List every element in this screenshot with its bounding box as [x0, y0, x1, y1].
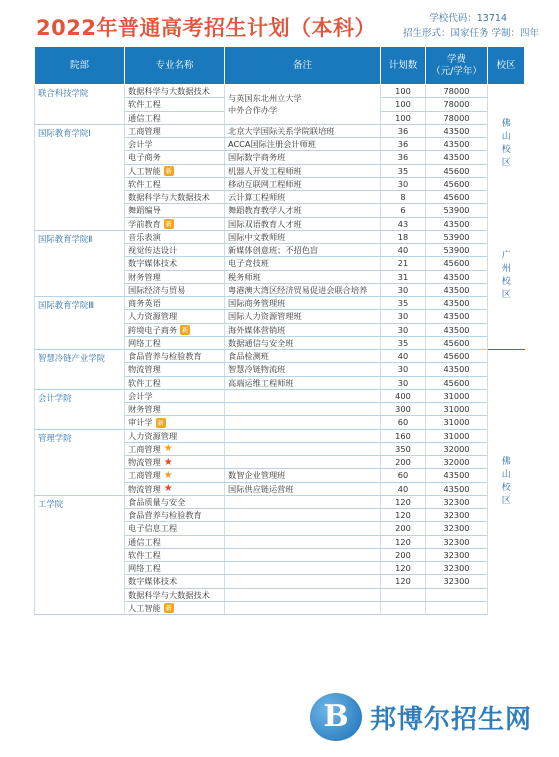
- major-name: 食品质量与安全: [128, 496, 186, 507]
- col-header-plan: 计划数: [381, 47, 426, 85]
- major-cell: [125, 124, 225, 137]
- plan-count-cell: 120: [381, 509, 426, 522]
- major-name: 审计学: [128, 417, 153, 428]
- major-name: 舞蹈编导: [128, 205, 161, 216]
- plan-count-cell: 40: [381, 244, 426, 257]
- plan-count-cell: 18: [381, 230, 426, 243]
- major-name: 物流管理: [128, 364, 161, 375]
- major-cell: [125, 429, 225, 442]
- note-cell: 智慧冷链物流班: [225, 363, 381, 376]
- major-cell: [125, 310, 225, 323]
- note-cell: 高端运维工程师班: [225, 376, 381, 389]
- tuition-cell: 32300: [426, 535, 488, 548]
- major-name: 数据科学与大数据技术: [128, 86, 210, 97]
- note-cell: [225, 548, 381, 561]
- plan-count-cell: 30: [381, 376, 426, 389]
- plan-count-cell: [381, 588, 426, 601]
- major-cell: [125, 283, 225, 296]
- note-cell: 数据通信与安全班: [225, 336, 381, 349]
- tuition-cell: 53900: [426, 244, 488, 257]
- tuition-cell: 53900: [426, 230, 488, 243]
- note-cell: 国际双语教育人才班: [225, 217, 381, 230]
- star-icon: ★: [163, 456, 173, 468]
- tuition-cell: 43500: [426, 482, 488, 495]
- watermark: [310, 693, 550, 741]
- dept-cell: 工学院: [35, 495, 125, 614]
- col-header-note: 备注: [225, 47, 381, 85]
- major-cell: [125, 469, 225, 482]
- major-cell: [125, 350, 225, 363]
- table-row: [35, 297, 525, 310]
- plan-count-cell: 160: [381, 429, 426, 442]
- plan-count-cell: 40: [381, 482, 426, 495]
- dept-cell: 管理学院: [35, 429, 125, 495]
- major-name: 数据科学与大数据技术: [128, 589, 210, 600]
- note-cell: [225, 509, 381, 522]
- major-cell: [125, 575, 225, 588]
- major-cell: [125, 85, 225, 98]
- plan-count-cell: 200: [381, 522, 426, 535]
- note-cell: 新媒体创意班；不招色盲: [225, 244, 381, 257]
- major-name: 数据科学与大数据技术: [128, 192, 210, 203]
- new-badge-icon: 新: [165, 167, 173, 176]
- tuition-cell: 43500: [426, 151, 488, 164]
- major-cell: [125, 588, 225, 601]
- note-cell: 海外媒体营销班: [225, 323, 381, 336]
- note-cell: [225, 389, 381, 402]
- dept-cell: 国际教育学院Ⅰ: [35, 124, 125, 230]
- tuition-cell: 45600: [426, 177, 488, 190]
- major-name: 财务管理: [128, 404, 161, 415]
- major-name: 人力资源管理: [128, 311, 178, 322]
- dept-cell: 国际教育学院Ⅲ: [35, 297, 125, 350]
- tuition-cell: 43500: [426, 363, 488, 376]
- tuition-cell: 43500: [426, 469, 488, 482]
- major-name: 电子信息工程: [128, 523, 178, 534]
- major-cell: [125, 244, 225, 257]
- note-cell: 国际商务管理班: [225, 297, 381, 310]
- major-name: 人力资源管理: [128, 430, 178, 441]
- major-cell: [125, 217, 225, 230]
- major-name: 工商管理: [128, 443, 161, 454]
- plan-count-cell: 350: [381, 442, 426, 455]
- major-cell: [125, 138, 225, 151]
- major-name: 会计学: [128, 139, 153, 150]
- major-cell: [125, 403, 225, 416]
- tuition-cell: 78000: [426, 85, 488, 98]
- note-cell: 舞蹈教育教学人才班: [225, 204, 381, 217]
- plan-count-cell: 36: [381, 124, 426, 137]
- page-header: [0, 0, 559, 44]
- note-cell: 粤港澳大湾区经济贸易促进会联合培养: [225, 283, 381, 296]
- table-row: [35, 429, 525, 442]
- note-cell: 数智企业管理班: [225, 469, 381, 482]
- note-cell: 国际人力资源管理班: [225, 310, 381, 323]
- plan-count-cell: [381, 601, 426, 614]
- major-name: 食品营养与检验教育: [128, 351, 202, 362]
- major-name: 音乐表演: [128, 231, 161, 242]
- major-name: 学前教育: [128, 218, 161, 229]
- major-name: 国际经济与贸易: [128, 284, 186, 295]
- watermark-text: 邦博尔招生网: [370, 705, 533, 735]
- note-cell: 电子竞技班: [225, 257, 381, 270]
- plan-count-cell: 120: [381, 575, 426, 588]
- tuition-cell: [426, 588, 488, 601]
- major-name: 网络工程: [128, 563, 161, 574]
- tuition-cell: 45600: [426, 257, 488, 270]
- major-name: 物流管理: [128, 483, 161, 494]
- plan-count-cell: 31: [381, 270, 426, 283]
- tuition-cell: 43500: [426, 217, 488, 230]
- major-cell: [125, 336, 225, 349]
- plan-count-cell: 100: [381, 98, 426, 111]
- plan-count-cell: 60: [381, 416, 426, 429]
- plan-count-cell: 40: [381, 350, 426, 363]
- plan-count-cell: 30: [381, 283, 426, 296]
- star-icon: ★: [163, 443, 173, 455]
- note-cell: [225, 588, 381, 601]
- note-cell: [225, 456, 381, 469]
- tuition-cell: 43500: [426, 124, 488, 137]
- dept-cell: 智慧冷链产业学院: [35, 350, 125, 390]
- table-row: [35, 124, 525, 137]
- school-code: 学校代码：13714: [429, 13, 507, 24]
- plan-count-cell: 120: [381, 562, 426, 575]
- campus-cell: [488, 204, 525, 350]
- plan-count-cell: 36: [381, 138, 426, 151]
- major-name: 财务管理: [128, 271, 161, 282]
- note-cell: [225, 522, 381, 535]
- note-cell: 税务师班: [225, 270, 381, 283]
- dept-cell: 会计学院: [35, 389, 125, 429]
- major-name: 视觉传达设计: [128, 245, 178, 256]
- plan-count-cell: 35: [381, 164, 426, 177]
- plan-count-cell: 300: [381, 403, 426, 416]
- star-icon: ★: [163, 483, 173, 495]
- campus-cell: [488, 85, 525, 204]
- table-row: [35, 230, 525, 243]
- plan-count-cell: 200: [381, 548, 426, 561]
- tuition-cell: 32300: [426, 495, 488, 508]
- table-row: [35, 85, 525, 98]
- tuition-cell: 32000: [426, 456, 488, 469]
- tuition-cell: 43500: [426, 323, 488, 336]
- major-cell: [125, 495, 225, 508]
- tuition-cell: 31000: [426, 403, 488, 416]
- note-cell: [225, 403, 381, 416]
- major-cell: [125, 376, 225, 389]
- major-name: 电子商务: [128, 152, 161, 163]
- major-cell: [125, 230, 225, 243]
- major-cell: [125, 389, 225, 402]
- major-name: 软件工程: [128, 549, 161, 560]
- major-cell: [125, 191, 225, 204]
- note-cell: 国际中文教师班: [225, 230, 381, 243]
- note-cell: [225, 601, 381, 614]
- plan-count-cell: 60: [381, 469, 426, 482]
- table-header-row: [35, 47, 525, 85]
- tuition-cell: 32000: [426, 442, 488, 455]
- major-name: 数字媒体技术: [128, 258, 178, 269]
- campus-label: 广 州 校 区: [501, 251, 511, 301]
- new-badge-icon: 新: [181, 326, 189, 335]
- col-header-fee: 学费 （元/学年）: [426, 47, 488, 85]
- campus-cell: [488, 350, 525, 615]
- plan-count-cell: 35: [381, 336, 426, 349]
- tuition-cell: 31000: [426, 416, 488, 429]
- major-name: 食品营养与检验教育: [128, 510, 202, 521]
- note-cell: 国际数字商务班: [225, 151, 381, 164]
- note-cell: [225, 495, 381, 508]
- tuition-cell: 31000: [426, 389, 488, 402]
- major-cell: [125, 522, 225, 535]
- table-row: [35, 389, 525, 402]
- major-cell: [125, 562, 225, 575]
- plan-count-cell: 43: [381, 217, 426, 230]
- note-cell: 机器人开发工程师班: [225, 164, 381, 177]
- major-name: 会计学: [128, 390, 153, 401]
- major-name: 网络工程: [128, 337, 161, 348]
- tuition-cell: 43500: [426, 283, 488, 296]
- major-name: 物流管理: [128, 457, 161, 468]
- plan-count-cell: 30: [381, 177, 426, 190]
- major-cell: [125, 535, 225, 548]
- major-cell: [125, 177, 225, 190]
- plan-count-cell: 120: [381, 535, 426, 548]
- tuition-cell: 78000: [426, 98, 488, 111]
- tuition-cell: 45600: [426, 350, 488, 363]
- tuition-cell: 45600: [426, 164, 488, 177]
- note-cell: 北京大学国际关系学院联培班: [225, 124, 381, 137]
- table-row: [35, 495, 525, 508]
- tuition-cell: 31000: [426, 429, 488, 442]
- tuition-cell: 43500: [426, 138, 488, 151]
- plan-count-cell: 100: [381, 85, 426, 98]
- col-header-dept: 院部: [35, 47, 125, 85]
- table-body: [35, 85, 525, 615]
- plan-count-cell: 120: [381, 495, 426, 508]
- major-name: 软件工程: [128, 178, 161, 189]
- tuition-cell: 32300: [426, 548, 488, 561]
- note-cell: 国际供应链运营班: [225, 482, 381, 495]
- plan-count-cell: 8: [381, 191, 426, 204]
- tuition-cell: 32300: [426, 509, 488, 522]
- major-name: 数字媒体技术: [128, 576, 178, 587]
- tuition-cell: 32300: [426, 562, 488, 575]
- note-cell: 食品检测班: [225, 350, 381, 363]
- dept-cell: 国际教育学院Ⅱ: [35, 230, 125, 296]
- plan-count-cell: 30: [381, 310, 426, 323]
- page-title: 2022年普通高考招生计划（本科）: [36, 16, 376, 40]
- note-cell: [225, 416, 381, 429]
- major-cell: [125, 548, 225, 561]
- note-cell: [225, 575, 381, 588]
- plan-count-cell: 35: [381, 297, 426, 310]
- enroll-info: 招生形式：国家任务 学制：四年: [402, 28, 539, 39]
- major-cell: [125, 456, 225, 469]
- tuition-cell: 43500: [426, 310, 488, 323]
- dept-cell: 联合科技学院: [35, 85, 125, 125]
- major-cell: [125, 601, 225, 614]
- major-name: 人工智能: [128, 602, 161, 613]
- note-cell: 与英国东北州立大学 中外合作办学: [225, 85, 381, 125]
- note-cell: [225, 442, 381, 455]
- tuition-cell: 45600: [426, 191, 488, 204]
- major-cell: [125, 323, 225, 336]
- major-cell: [125, 257, 225, 270]
- tuition-cell: 43500: [426, 270, 488, 283]
- major-name: 通信工程: [128, 536, 161, 547]
- campus-label: 佛 山 校 区: [501, 457, 511, 507]
- plan-count-cell: 21: [381, 257, 426, 270]
- tuition-cell: 32300: [426, 522, 488, 535]
- note-cell: [225, 535, 381, 548]
- major-name: 软件工程: [128, 377, 161, 388]
- tuition-cell: 45600: [426, 376, 488, 389]
- tuition-cell: 78000: [426, 111, 488, 124]
- major-cell: [125, 204, 225, 217]
- plan-count-cell: 30: [381, 323, 426, 336]
- note-cell: [225, 562, 381, 575]
- note-cell: 云计算工程师班: [225, 191, 381, 204]
- note-cell: ACCA国际注册会计师班: [225, 138, 381, 151]
- plan-count-cell: 400: [381, 389, 426, 402]
- major-cell: [125, 482, 225, 495]
- new-badge-icon: 新: [165, 220, 173, 229]
- major-name: 工商管理: [128, 470, 161, 481]
- tuition-cell: 43500: [426, 297, 488, 310]
- tuition-cell: 32300: [426, 575, 488, 588]
- col-header-major: 专业名称: [125, 47, 225, 85]
- col-header-campus: 校区: [488, 47, 525, 85]
- major-cell: [125, 98, 225, 111]
- plan-count-cell: 6: [381, 204, 426, 217]
- major-name: 商务英语: [128, 298, 161, 309]
- new-badge-icon: 新: [157, 418, 164, 427]
- enrollment-plan-table: [34, 46, 525, 615]
- major-name: 跨境电子商务: [128, 324, 178, 335]
- major-cell: [125, 270, 225, 283]
- tuition-cell: [426, 601, 488, 614]
- major-cell: [125, 442, 225, 455]
- campus-label: 佛 山 校 区: [501, 119, 511, 169]
- table-row: [35, 350, 525, 363]
- plan-count-cell: 30: [381, 363, 426, 376]
- tuition-cell: 53900: [426, 204, 488, 217]
- major-cell: [125, 111, 225, 124]
- watermark-logo-icon: B: [310, 693, 362, 741]
- major-name: 工商管理: [128, 125, 161, 136]
- major-cell: [125, 151, 225, 164]
- major-name: 软件工程: [128, 99, 161, 110]
- major-name: 人工智能: [128, 165, 161, 176]
- plan-count-cell: 36: [381, 151, 426, 164]
- new-badge-icon: 新: [165, 604, 173, 613]
- major-cell: [125, 416, 225, 429]
- major-cell: [125, 164, 225, 177]
- plan-count-cell: 200: [381, 456, 426, 469]
- note-cell: 移动互联网工程师班: [225, 177, 381, 190]
- major-cell: [125, 297, 225, 310]
- major-cell: [125, 363, 225, 376]
- tuition-cell: 45600: [426, 336, 488, 349]
- major-cell: [125, 509, 225, 522]
- star-icon: ★: [163, 469, 173, 481]
- note-cell: [225, 429, 381, 442]
- major-name: 通信工程: [128, 112, 161, 123]
- plan-count-cell: 100: [381, 111, 426, 124]
